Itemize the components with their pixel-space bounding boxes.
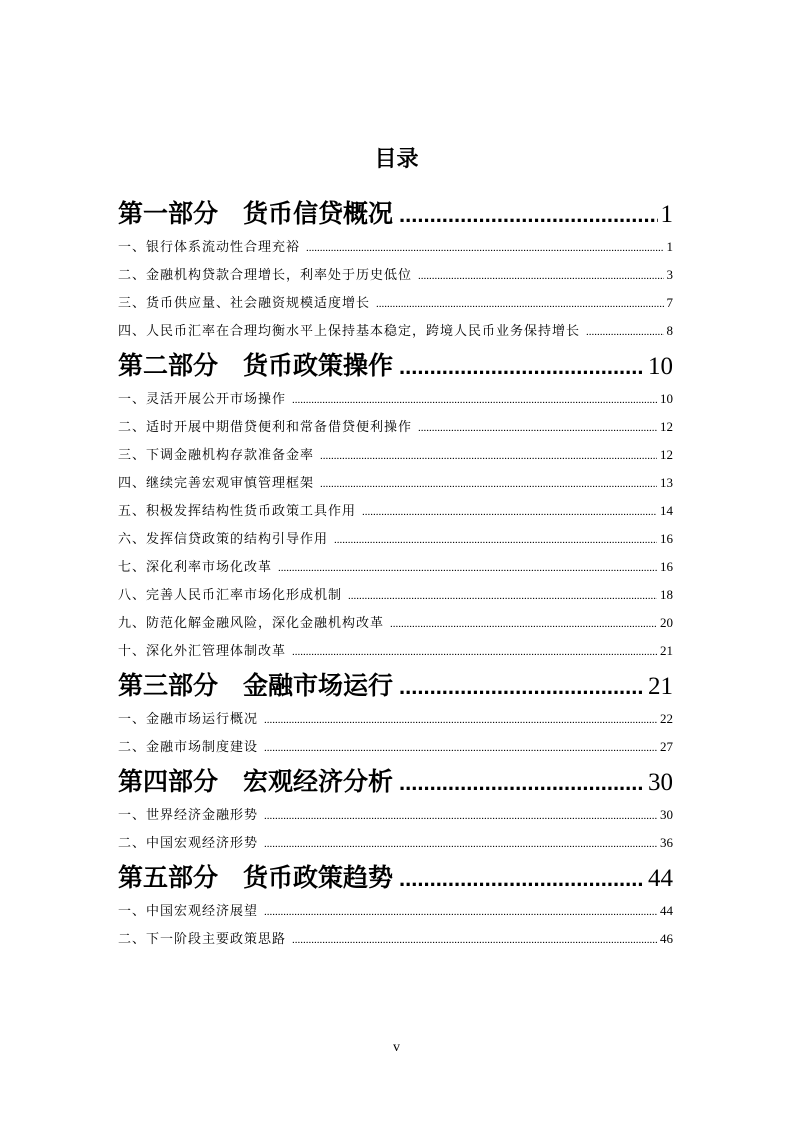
toc-entry-label: 九、防范化解金融风险，深化金融机构改革 [118, 615, 385, 630]
toc-entry-page: 1 [666, 239, 673, 254]
toc-entry-label: 四、人民币汇率在合理均衡水平上保持基本稳定，跨境人民币业务保持增长 [118, 323, 581, 338]
toc-entry-page: 44 [648, 865, 673, 892]
dot-leader [264, 706, 657, 734]
toc-entry-page: 7 [666, 295, 673, 310]
dot-leader [376, 290, 663, 318]
toc-entry-page: 20 [660, 615, 673, 630]
toc-entry-page: 22 [660, 711, 673, 726]
toc-entry-page: 16 [660, 531, 673, 546]
toc-entry-label: 一、银行体系流动性合理充裕 [118, 239, 301, 254]
toc-item[interactable] [118, 413, 673, 441]
toc-entry-page: 8 [666, 323, 673, 338]
toc-entry-label: 八、完善人民币汇率市场化形成机制 [118, 587, 343, 602]
dot-leader [399, 764, 645, 801]
dot-leader [264, 898, 657, 926]
dot-leader [278, 554, 657, 582]
dot-leader [334, 526, 657, 554]
toc-entry-label: 二、下一阶段主要政策思路 [118, 931, 287, 946]
toc-item[interactable] [118, 441, 673, 469]
toc-entry-label: 第三部分 金融市场运行 [118, 672, 394, 700]
toc-entry-label: 十、深化外汇管理体制改革 [118, 643, 287, 658]
toc-entry-label: 一、灵活开展公开市场操作 [118, 391, 287, 406]
toc-item[interactable] [118, 829, 673, 857]
dot-leader [348, 582, 657, 610]
dot-leader [306, 234, 663, 262]
dot-leader [264, 802, 657, 830]
toc-entry-label: 二、金融市场制度建设 [118, 739, 259, 754]
dot-leader [418, 414, 657, 442]
toc-entry-page: 14 [660, 503, 673, 518]
toc-entry-label: 第五部分 货币政策趋势 [118, 864, 394, 892]
dot-leader [292, 638, 657, 666]
dot-leader [586, 318, 663, 346]
toc-entry-label: 二、金融机构贷款合理增长，利率处于历史低位 [118, 267, 413, 282]
toc-item[interactable] [118, 289, 673, 317]
dot-leader [264, 830, 657, 858]
dot-leader [399, 668, 645, 705]
toc-item[interactable] [118, 469, 673, 497]
toc-part-heading[interactable] [118, 348, 673, 385]
toc-item[interactable] [118, 233, 673, 261]
dot-leader [292, 386, 657, 414]
toc-part-heading[interactable] [118, 668, 673, 705]
toc-entry-label: 四、继续完善宏观审慎管理框架 [118, 475, 315, 490]
toc-item[interactable] [118, 385, 673, 413]
dot-leader [399, 860, 645, 897]
toc-entry-label: 第二部分 货币政策操作 [118, 352, 394, 380]
toc-title: 目录 [374, 146, 419, 171]
toc-entry-page: 18 [660, 587, 673, 602]
toc-item[interactable] [118, 581, 673, 609]
toc-entry-label: 二、中国宏观经济形势 [118, 835, 259, 850]
toc-entry-page: 44 [660, 903, 673, 918]
dot-leader [362, 498, 657, 526]
toc-part-heading[interactable] [118, 196, 673, 233]
toc-entry-page: 21 [660, 643, 673, 658]
toc-entry-label: 一、世界经济金融形势 [118, 807, 259, 822]
toc-entry-label: 二、适时开展中期借贷便利和常备借贷便利操作 [118, 419, 413, 434]
toc-item[interactable] [118, 925, 673, 953]
toc-entry-label: 五、积极发挥结构性货币政策工具作用 [118, 503, 357, 518]
toc-part-heading[interactable] [118, 860, 673, 897]
table-of-contents [118, 196, 673, 953]
toc-entry-page: 1 [660, 201, 673, 228]
dot-leader [399, 196, 657, 233]
toc-item[interactable] [118, 497, 673, 525]
toc-entry-page: 30 [648, 769, 673, 796]
dot-leader [418, 262, 663, 290]
toc-entry-page: 46 [660, 931, 673, 946]
toc-item[interactable] [118, 553, 673, 581]
toc-entry-page: 27 [660, 739, 673, 754]
toc-entry-page: 13 [660, 475, 673, 490]
toc-part-heading[interactable] [118, 764, 673, 801]
toc-item[interactable] [118, 897, 673, 925]
toc-item[interactable] [118, 525, 673, 553]
toc-entry-page: 10 [648, 353, 673, 380]
toc-item[interactable] [118, 733, 673, 761]
toc-entry-page: 30 [660, 807, 673, 822]
toc-entry-page: 21 [648, 673, 673, 700]
toc-entry-page: 10 [660, 391, 673, 406]
toc-item[interactable] [118, 705, 673, 733]
toc-entry-label: 一、中国宏观经济展望 [118, 903, 259, 918]
dot-leader [264, 734, 657, 762]
dot-leader [399, 348, 645, 385]
toc-entry-label: 一、金融市场运行概况 [118, 711, 259, 726]
dot-leader [292, 926, 657, 954]
toc-entry-label: 第一部分 货币信贷概况 [118, 200, 394, 228]
page-number: v [393, 1040, 400, 1055]
toc-item[interactable] [118, 261, 673, 289]
dot-leader [390, 610, 657, 638]
dot-leader [320, 442, 657, 470]
toc-entry-page: 12 [660, 419, 673, 434]
toc-entry-label: 第四部分 宏观经济分析 [118, 768, 394, 796]
toc-item[interactable] [118, 801, 673, 829]
dot-leader [320, 470, 657, 498]
toc-item[interactable] [118, 317, 673, 345]
toc-entry-label: 七、深化利率市场化改革 [118, 559, 273, 574]
toc-item[interactable] [118, 637, 673, 665]
toc-entry-label: 三、下调金融机构存款准备金率 [118, 447, 315, 462]
toc-entry-label: 六、发挥信贷政策的结构引导作用 [118, 531, 329, 546]
toc-entry-page: 3 [666, 267, 673, 282]
toc-entry-page: 12 [660, 447, 673, 462]
toc-entry-page: 16 [660, 559, 673, 574]
toc-entry-page: 36 [660, 835, 673, 850]
toc-entry-label: 三、货币供应量、社会融资规模适度增长 [118, 295, 371, 310]
toc-item[interactable] [118, 609, 673, 637]
